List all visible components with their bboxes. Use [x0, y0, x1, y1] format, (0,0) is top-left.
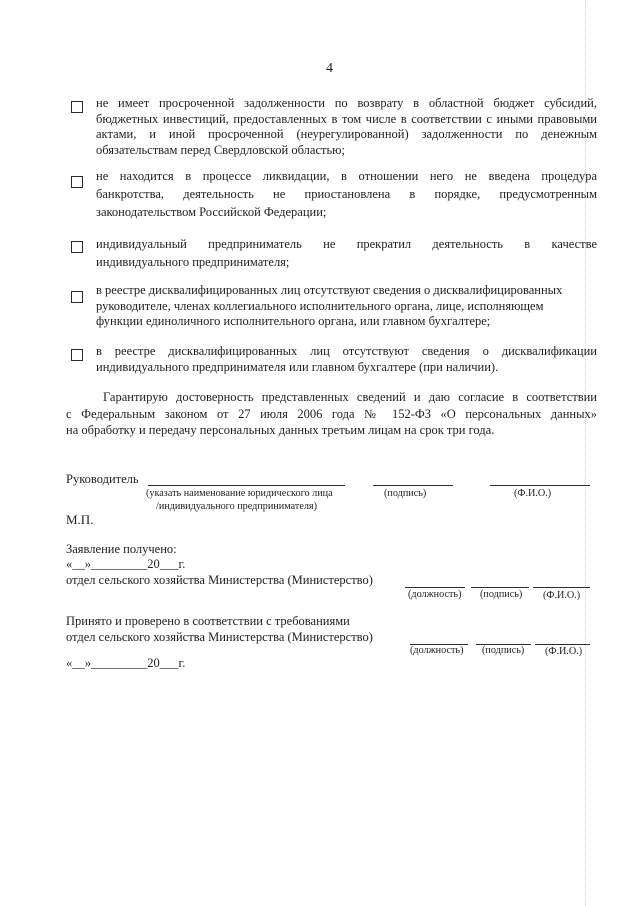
text-line: Гарантирую достоверность представленных сведений и даю согласие в соответствии	[103, 390, 597, 404]
page-number: 4	[326, 61, 333, 76]
checkbox-icon	[71, 176, 83, 188]
head-signature-caption: (подпись)	[384, 488, 427, 499]
checklist-item-text	[96, 344, 597, 375]
received-fio-line	[533, 587, 590, 588]
received-fio-caption: (Ф.И.О.)	[543, 590, 581, 601]
text-line: индивидуального предпринимателя;	[96, 255, 290, 269]
accepted-fio-caption: (Ф.И.О.)	[545, 646, 583, 657]
checklist-item-text	[96, 283, 597, 330]
text-line: руководителе, членах коллегиального исполнительного органа, лице, исполняющем	[96, 298, 544, 313]
checkbox-icon	[71, 241, 83, 253]
organization-name-caption: (указать наименование юридического лица	[146, 488, 333, 499]
text-line: банкротства, деятельность не приостановлена в порядке, предусмотренным	[96, 187, 597, 201]
head-signature-line	[373, 485, 453, 486]
text-line: обязательствам перед Свердловской областью;	[96, 142, 345, 157]
accepted-position-caption: (должность)	[410, 645, 464, 656]
organization-name-caption-line2: /индивидуального предпринимателя)	[156, 501, 318, 512]
text-line: индивидуального предпринимателя или главном бухгалтере (при наличии).	[96, 359, 499, 374]
received-position-line	[405, 587, 465, 588]
received-signature-caption: (подпись)	[480, 589, 523, 600]
text-line: актами, и иной просроченной (неурегулированной) задолженности по денежным	[96, 127, 597, 141]
accepted-date: «__»_________20___г.	[66, 656, 186, 670]
text-line: не находится в процессе ликвидации, в отношении него не введена процедура	[96, 169, 597, 183]
text-line: в реестре дисквалифицированных лиц отсутствуют сведения о дисквалификации	[96, 344, 597, 358]
seal-mark: М.П.	[66, 512, 94, 527]
received-position-caption: (должность)	[408, 589, 462, 600]
received-department: отдел сельского хозяйства Министерства (Министерство)	[66, 573, 373, 587]
accepted-title: Принято и проверено в соответствии с требованиями	[66, 614, 350, 628]
accepted-fio-line	[535, 644, 590, 645]
accepted-department: отдел сельского хозяйства Министерства (Министерство)	[66, 630, 373, 644]
text-line: законодательством Российской Федерации;	[96, 205, 327, 219]
text-line: бюджетных инвестиций, предоставленных в том числе в соответствии с иными правовыми	[96, 111, 597, 126]
received-title: Заявление получено:	[66, 542, 177, 556]
head-label: Руководитель	[66, 472, 139, 486]
received-signature-line	[471, 587, 529, 588]
head-fio-line	[490, 485, 590, 486]
text-line: индивидуальный предприниматель не прекратил деятельность в качестве	[96, 237, 597, 251]
checklist-item-text	[96, 167, 597, 221]
checklist-item-text	[96, 235, 597, 271]
head-fio-caption: (Ф.И.О.)	[514, 488, 552, 499]
organization-name-line	[148, 485, 345, 486]
checklist-item-text	[96, 96, 597, 158]
checkbox-icon	[71, 291, 83, 303]
checkbox-icon	[71, 101, 83, 113]
text-line: не имеет просроченной задолженности по возврату в областной бюджет субсидий,	[96, 96, 597, 110]
checkbox-icon	[71, 349, 83, 361]
text-line: в реестре дисквалифицированных лиц отсутствуют сведения о дисквалифицированных	[96, 283, 563, 297]
text-line: функции единоличного исполнительного органа, или главном бухгалтере;	[96, 314, 491, 328]
received-date: «__»_________20___г.	[66, 557, 186, 571]
consent-paragraph	[66, 389, 597, 439]
text-line: на обработку и передачу персональных данных третьим лицам на срок три года.	[66, 423, 495, 437]
accepted-signature-caption: (подпись)	[482, 645, 525, 656]
text-line: с Федеральным законом от 27 июля 2006 года № 152-ФЗ «О персональных данных»	[66, 406, 597, 421]
